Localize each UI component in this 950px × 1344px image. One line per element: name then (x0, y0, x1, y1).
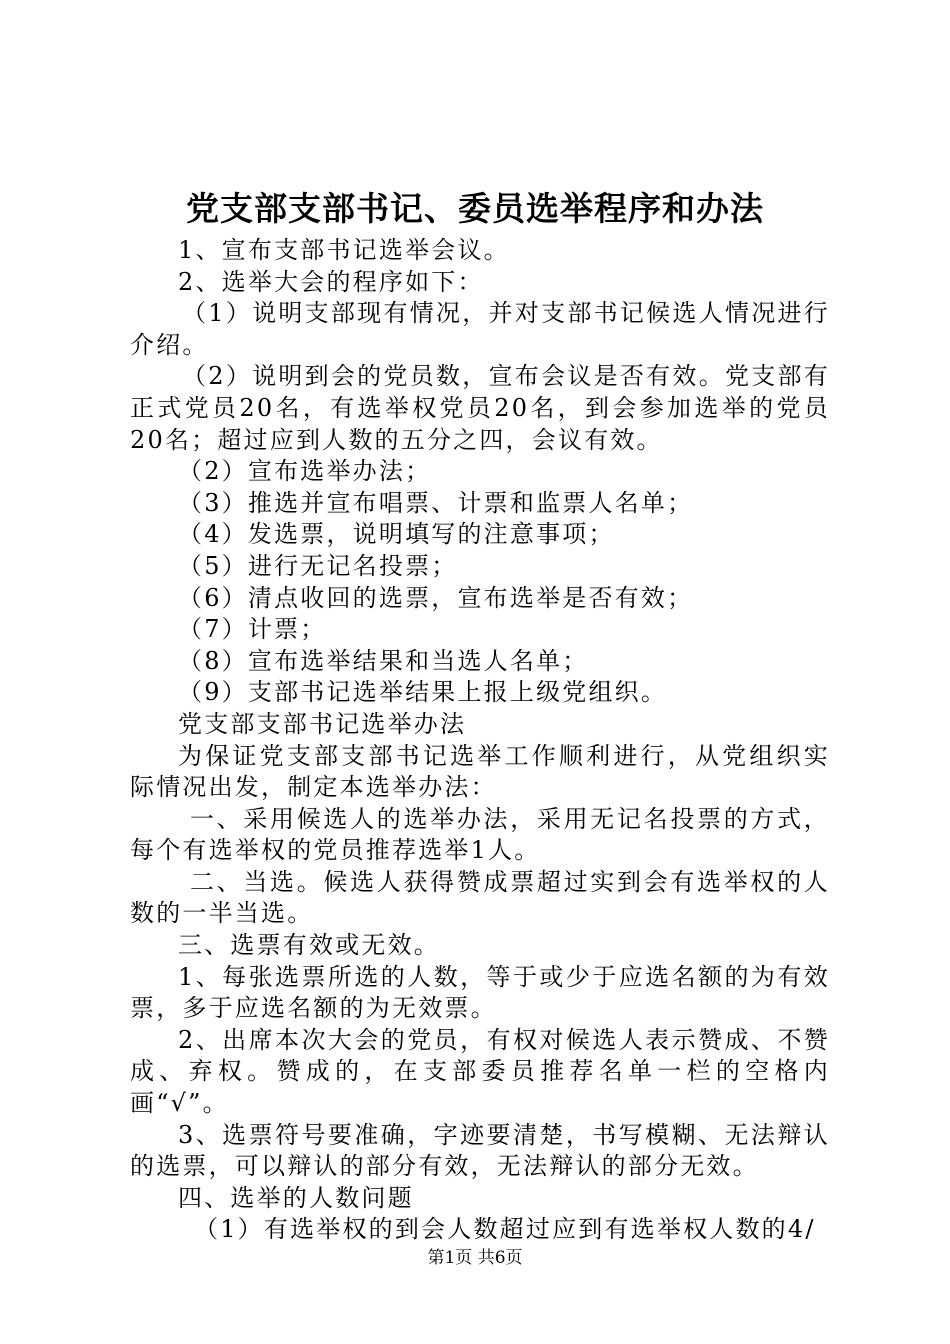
page-title: 党支部支部书记、委员选举程序和办法 (186, 189, 764, 228)
paragraph: （2）宣布选举办法； (178, 457, 432, 486)
paragraph: （6）清点收回的选票，宣布选举是否有效； (178, 583, 694, 612)
paragraph: 1、每张选票所选的人数，等于或少于应选名额的为有效票，多于应选名额的为无效票。 (130, 962, 830, 1023)
page-number-footer: 第1页 共6页 (427, 1248, 523, 1268)
paragraph: 为保证党支部支部书记选举工作顺利进行，从党组织实际情况出发，制定本选举办法： (130, 741, 830, 802)
paragraph: 1、宣布支部书记选举会议。 (178, 236, 510, 264)
document-body (130, 235, 830, 1246)
paragraph: 四、选举的人数问题 (178, 1183, 414, 1212)
paragraph: （8）宣布选举结果和当选人名单； (178, 646, 589, 675)
paragraph: 一、采用候选人的选举办法，采用无记名投票的方式，每个有选举权的党员推荐选举1人。 (130, 804, 830, 865)
paragraph: （5）进行无记名投票； (178, 551, 458, 580)
paragraph: （1）有选举权的到会人数超过应到有选举权人数的4/ (194, 1215, 816, 1244)
section-heading: 党支部支部书记选举办法 (178, 709, 467, 738)
paragraph: 三、选票有效或无效。 (178, 931, 440, 960)
paragraph: （4）发选票，说明填写的注意事项； (178, 520, 615, 549)
paragraph: （7）计票； (178, 615, 327, 644)
paragraph: 2、出席本次大会的党员，有权对候选人表示赞成、不赞成、弃权。赞成的，在支部委员推荐名单一栏的空格内画“√”。 (130, 1025, 830, 1118)
paragraph: （3）推选并宣布唱票、计票和监票人名单； (178, 488, 694, 517)
paragraph: 二、当选。候选人获得赞成票超过实到会有选举权的人数的一半当选。 (130, 867, 830, 928)
paragraph: 3、选票符号要准确，字迹要清楚，书写模糊、无法辩认的选票，可以辩认的部分有效，无法辩认的部分无效。 (130, 1120, 830, 1181)
paragraph: 2、选举大会的程序如下： (178, 267, 484, 296)
paragraph: （9）支部书记选举结果上报上级党组织。 (178, 678, 668, 707)
paragraph: （1）说明支部现有情况，并对支部书记候选人情况进行介绍。 (130, 299, 830, 359)
paragraph: （2）说明到会的党员数，宣布会议是否有效。党支部有正式党员20名，有选举权党员20名，到会参加选举的党员20名；超过应到人数的五分之四，会议有效。 (130, 362, 830, 454)
